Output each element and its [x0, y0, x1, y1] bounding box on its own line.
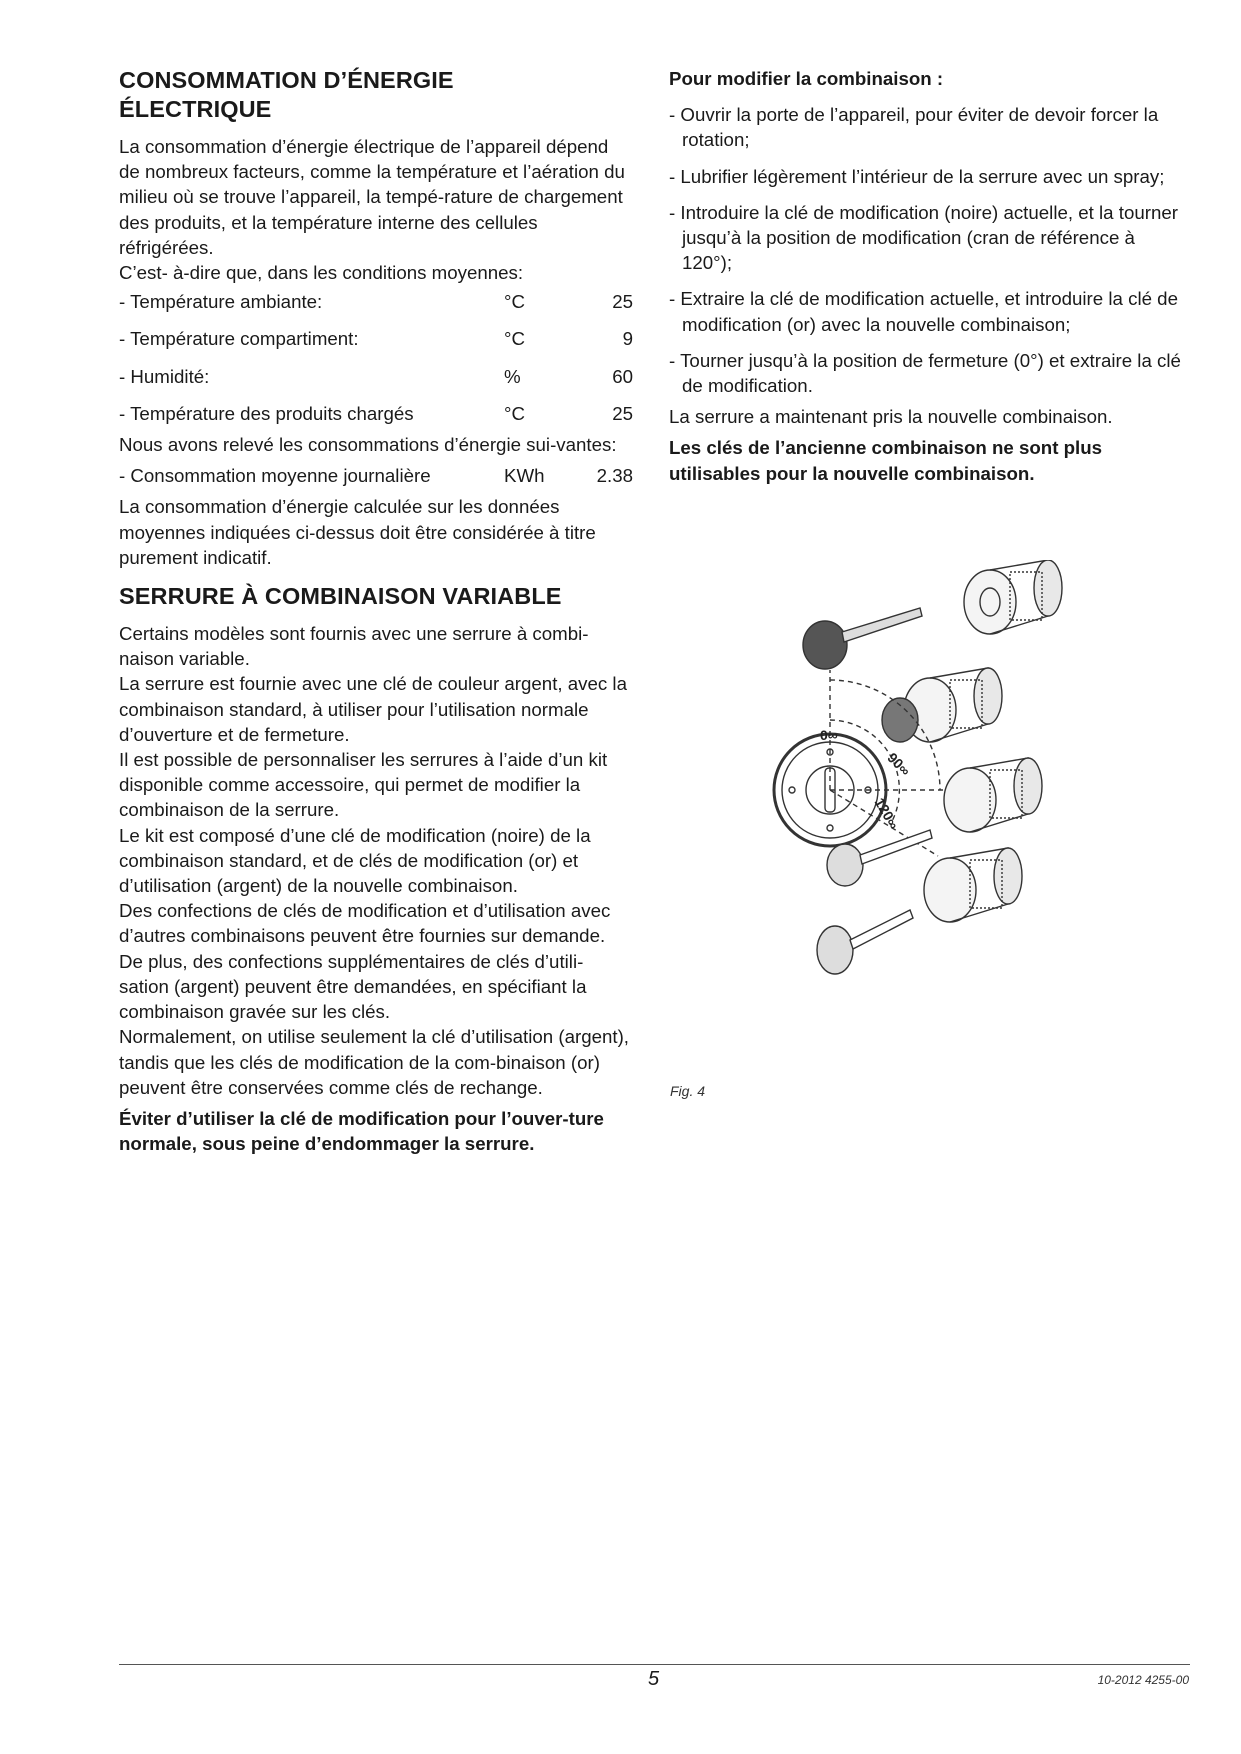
condition-row: [119, 401, 633, 426]
lock-paragraph-4: Le kit est composé d’une clé de modification (noire) de la combinaison standard, et de clés de modification (or) et d’utilisation (argent) de la nouvelle combinaison.: [119, 824, 591, 897]
right-warning: Les clés de l’ancienne combinaison ne sont plus utilisables pour la nouvelle combinaison.: [669, 437, 1103, 484]
result-text: La serrure a maintenant pris la nouvelle combinaison.: [669, 406, 1113, 428]
lock-paragraph-1: Certains modèles sont fournis avec une serrure à combi-naison variable.: [119, 623, 589, 670]
angle-label-90: 90∞: [884, 749, 914, 779]
step-item: - Tourner jusqu’à la position de fermeture (0°) et extraire la clé de modification.: [669, 349, 1181, 397]
lock-keys-illustration: [770, 560, 1130, 1060]
lock-cylinder-3: [944, 758, 1042, 832]
document-code: 10-2012 4255-00: [1097, 1673, 1189, 1687]
condition-value: 9: [622, 328, 633, 350]
consumption-label: - Consommation moyenne journalière: [119, 465, 431, 487]
condition-value: 25: [612, 402, 633, 424]
condition-unit: °C: [504, 402, 525, 424]
condition-unit: %: [504, 365, 521, 387]
conditions-intro: C’est- à-dire que, dans les conditions moyennes:: [119, 262, 524, 284]
condition-row: [119, 326, 633, 351]
condition-row: [119, 364, 633, 389]
condition-row: [119, 289, 633, 314]
condition-label: - Température compartiment:: [119, 328, 359, 350]
energy-intro-paragraph: La consommation d’énergie électrique de l’appareil dépend de nombreux facteurs, comme la température et l’aération du milieu où se trouve l’appareil, la tempé-rature de chargement des produits, et la température interne des cellules réfrigérées.: [119, 136, 625, 258]
silver-key-2: [817, 910, 913, 974]
consumption-unit: KWh: [504, 465, 545, 487]
step-item: - Extraire la clé de modification actuelle, et introduire la clé de modification (or) avec la nouvelle combinaison;: [669, 288, 1178, 335]
condition-unit: °C: [504, 291, 525, 313]
steps-list: [669, 102, 1189, 398]
lock-cylinder-1: [964, 560, 1062, 634]
lock-paragraph-2: La serrure est fournie avec une clé de couleur argent, avec la combinaison standard, à utiliser pour l’utilisation normale d’ouverture et de fermeture.: [119, 673, 627, 745]
condition-value: 60: [612, 365, 633, 387]
figure-caption: Fig. 4: [670, 1083, 706, 1099]
right-column: [669, 66, 1189, 486]
consumption-note: La consommation d’énergie calculée sur les données moyennes indiquées ci-dessus doit être considérée à titre purement indicatif.: [119, 496, 596, 568]
silver-key-1: [827, 830, 932, 886]
step-item: - Introduire la clé de modification (noire) actuelle, et la tourner jusqu’à la position de modification (cran de référence à 120°);: [669, 201, 1178, 274]
page-number: 5: [648, 1668, 660, 1690]
heading-combination-lock: SERRURE À COMBINAISON VARIABLE: [119, 583, 562, 610]
lock-paragraph-7: Normalement, on utilise seulement la clé d’utilisation (argent), tandis que les clés de modification de la com-binaison (or) peuvent être conservées comme clés de rechange.: [119, 1026, 629, 1098]
condition-label: - Température ambiante:: [119, 291, 323, 313]
condition-label: - Température des produits chargés: [119, 402, 414, 424]
left-column: [119, 66, 633, 1156]
modify-combination-heading: Pour modifier la combinaison :: [669, 68, 944, 89]
lock-paragraph-3: Il est possible de personnaliser les serrures à l’aide d’un kit disponible comme accessoire, qui permet de modifier la combinaison de la serrure.: [119, 749, 608, 821]
heading-energy-consumption: CONSOMMATION D’ÉNERGIE ÉLECTRIQUE: [119, 67, 454, 122]
lock-warning: Éviter d’utiliser la clé de modification pour l’ouver-ture normale, sous peine d’endommager la serrure.: [119, 1107, 604, 1155]
footer-divider: [119, 1664, 1190, 1665]
lock-cylinder-4: [924, 848, 1022, 922]
consumption-row: [119, 463, 633, 488]
lock-paragraph-5: Des confections de clés de modification et d’utilisation avec d’autres combinaisons peuvent être fournies sur demande.: [119, 900, 611, 947]
measured-intro: Nous avons relevé les consommations d’énergie sui-vantes:: [119, 434, 617, 456]
black-key-1: [803, 608, 922, 669]
step-item: - Ouvrir la porte de l’appareil, pour éviter de devoir forcer la rotation;: [669, 104, 1159, 151]
condition-unit: °C: [504, 328, 525, 350]
condition-value: 25: [612, 291, 633, 313]
condition-label: - Humidité:: [119, 365, 210, 387]
step-item: - Lubrifier légèrement l’intérieur de la serrure avec un spray;: [669, 165, 1165, 187]
angle-label-120: 120∞: [871, 794, 903, 832]
consumption-value: 2.38: [596, 465, 633, 487]
angle-label-0: 0∞: [820, 727, 838, 743]
lock-paragraph-6: De plus, des confections supplémentaires de clés d’utili-sation (argent) peuvent être demandées, en spécifiant la combinaison gravée sur les clés.: [119, 950, 587, 1023]
